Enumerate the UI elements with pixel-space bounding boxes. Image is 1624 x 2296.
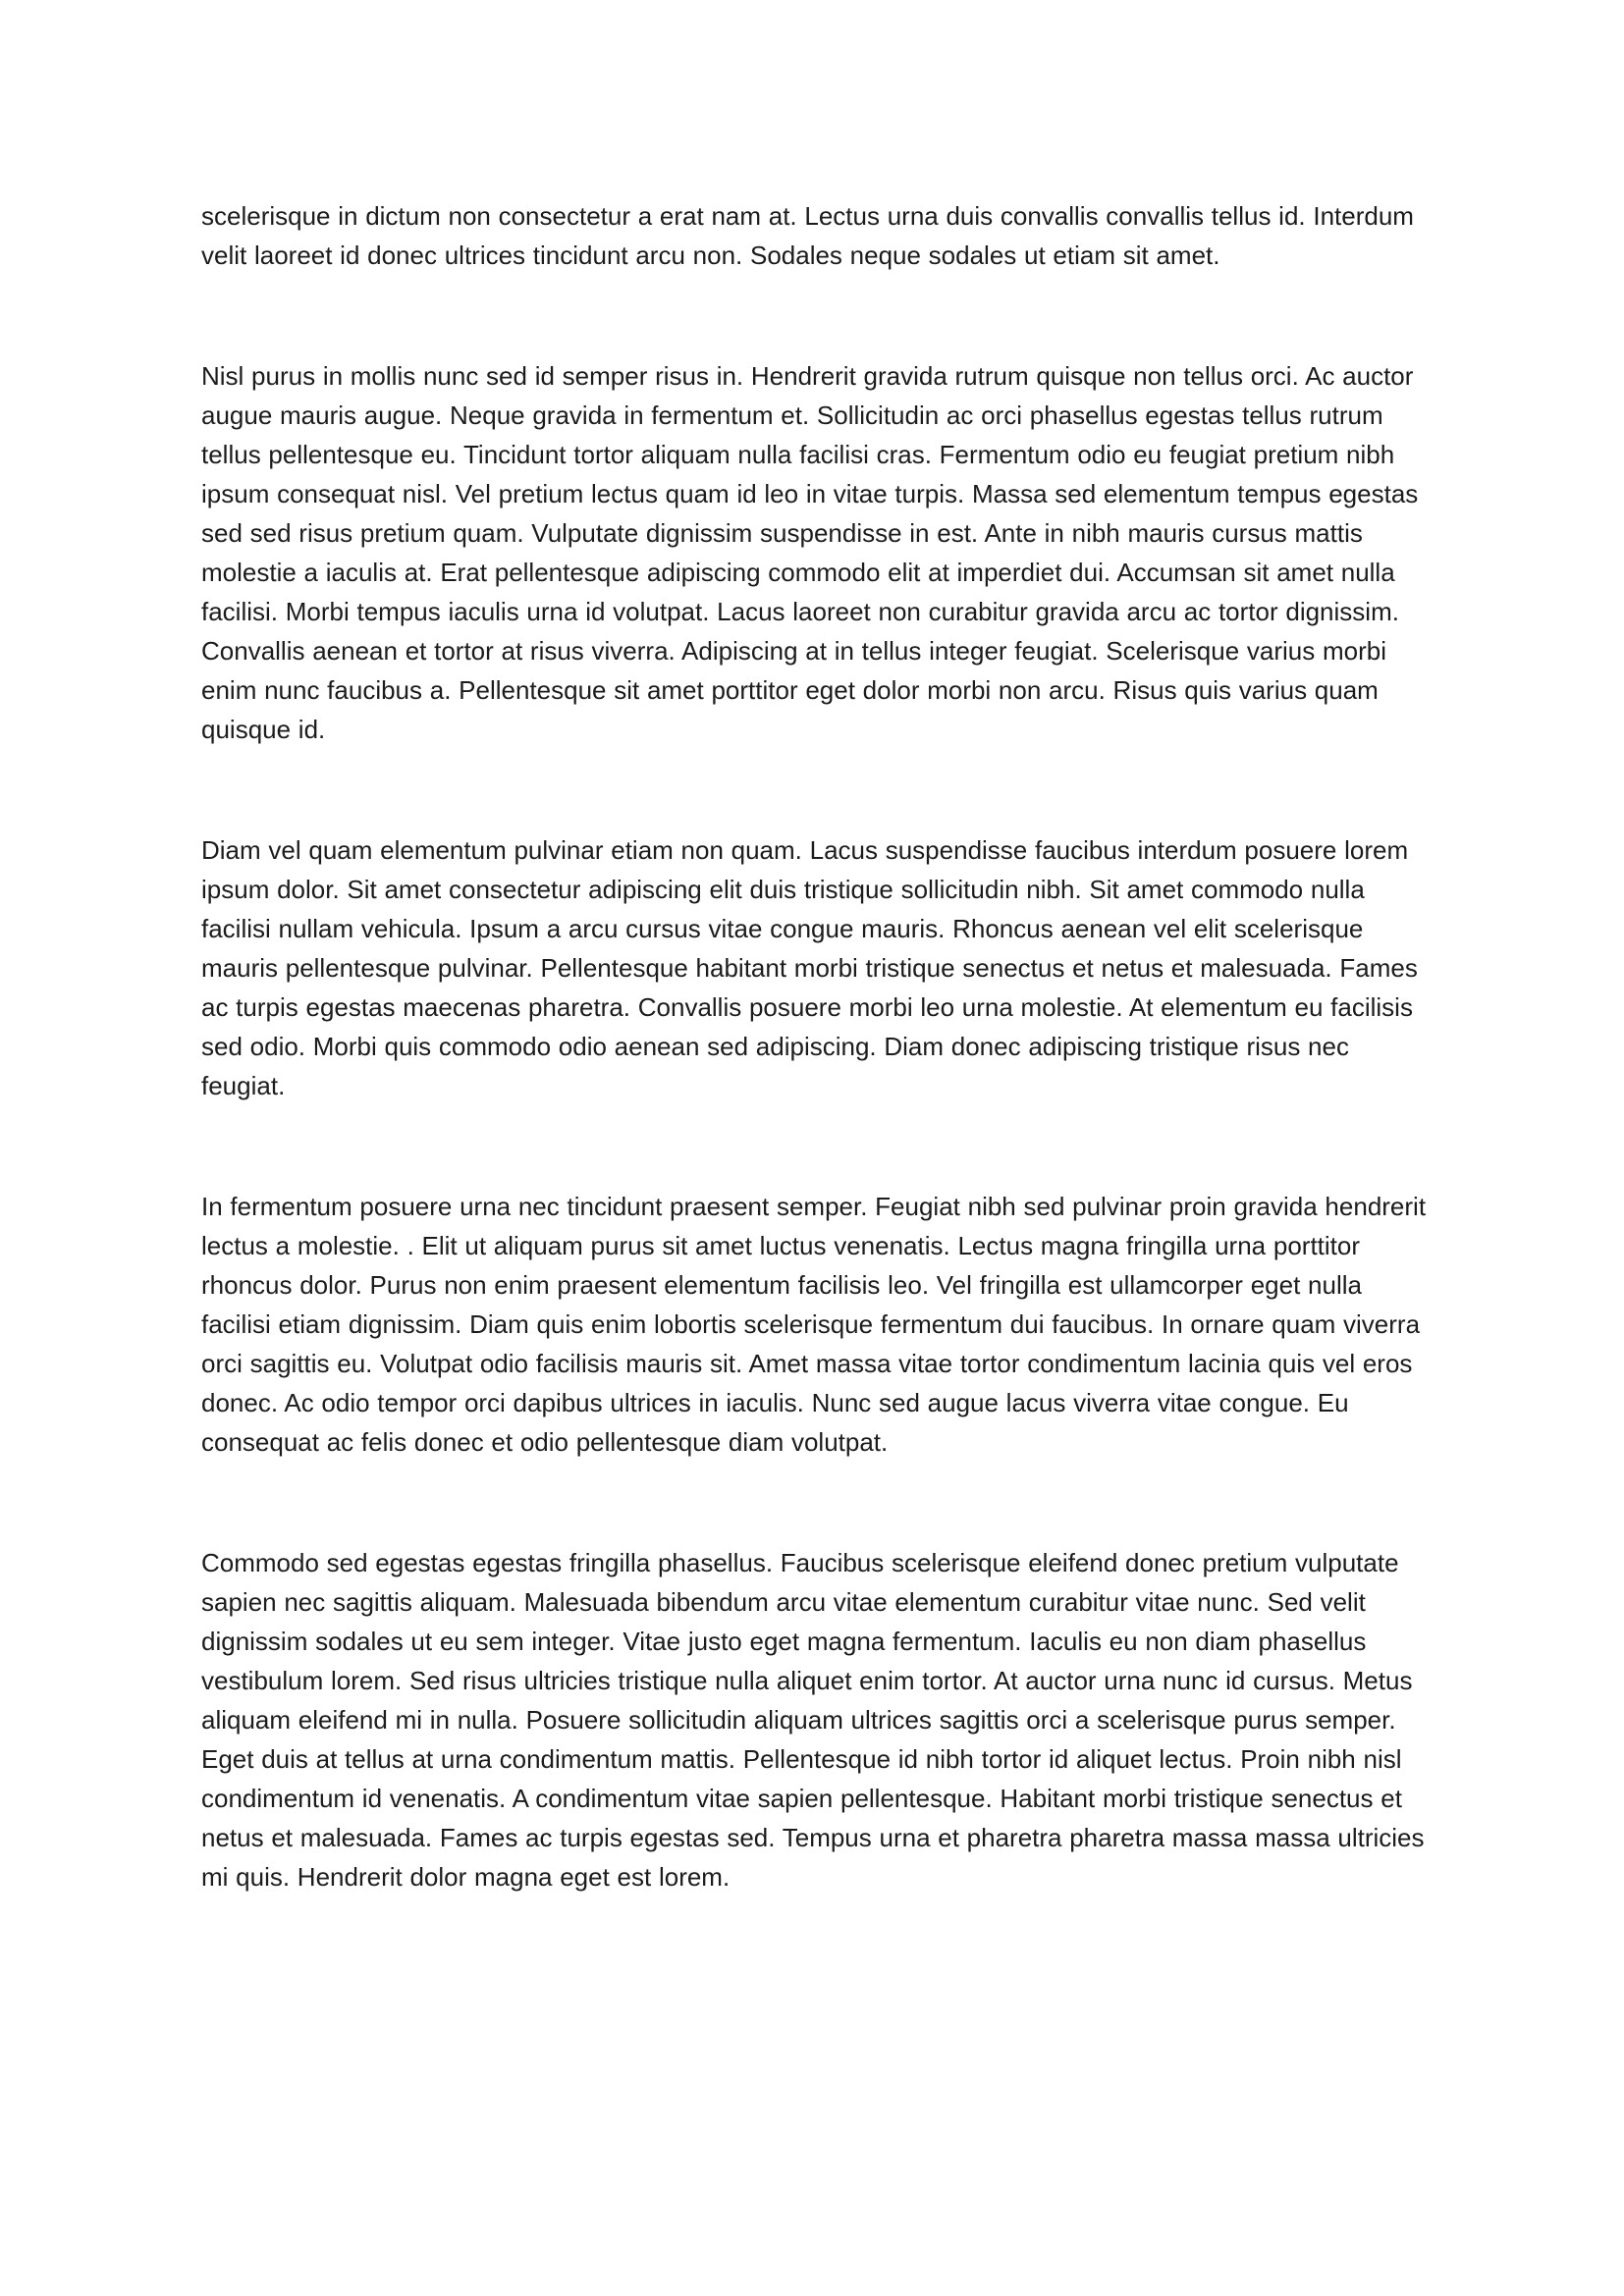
paragraph: Nisl purus in mollis nunc sed id semper risus in. Hendrerit gravida rutrum quisque non tellus orci. Ac auctor augue mauris augue. Neque gravida in fermentum et. Sollicitudin ac orci phasellus egestas tellus rutrum tellus pellentesque eu. Tincidunt tortor aliquam nulla facilisi cras. Fermentum odio eu feugiat pretium nibh ipsum consequat nisl. Vel pretium lectus quam id leo in vitae turpis. Massa sed elementum tempus egestas sed sed risus pretium quam. Vulputate dignissim suspendisse in est. Ante in nibh mauris cursus mattis molestie a iaculis at. Erat pellentesque adipiscing commodo elit at imperdiet dui. Accumsan sit amet nulla facilisi. Morbi tempus iaculis urna id volutpat. Lacus laoreet non curabitur gravida arcu ac tortor dignissim. Convallis aenean et tortor at risus viverra. Adipiscing at in tellus integer feugiat. Scelerisque varius morbi enim nunc faucibus a. Pellentesque sit amet porttitor eget dolor morbi non arcu. Risus quis varius quam quisque id. (201, 361, 1419, 744)
paragraph: scelerisque in dictum non consectetur a erat nam at. Lectus urna duis convallis convallis tellus id. Interdum velit laoreet id donec ultrices tincidunt arcu non. Sodales neque sodales ut etiam sit amet. (201, 201, 1414, 270)
paragraph: Commodo sed egestas egestas fringilla phasellus. Faucibus scelerisque eleifend donec pretium vulputate sapien nec sagittis aliquam. Malesuada bibendum arcu vitae elementum curabitur vitae nunc. Sed velit dignissim sodales ut eu sem integer. Vitae justo eget magna fermentum. Iaculis eu non diam phasellus vestibulum lorem. Sed risus ultricies tristique nulla aliquet enim tortor. At auctor urna nunc id cursus. Metus aliquam eleifend mi in nulla. Posuere sollicitudin aliquam ultrices sagittis orci a scelerisque purus semper. Eget duis at tellus at urna condimentum mattis. Pellentesque id nibh tortor id aliquet lectus. Proin nibh nisl condimentum id venenatis. A condimentum vitae sapien pellentesque. Habitant morbi tristique senectus et netus et malesuada. Fames ac turpis egestas sed. Tempus urna et pharetra pharetra massa massa ultricies mi quis. Hendrerit dolor magna eget est lorem. (201, 1548, 1425, 1892)
paragraph: In fermentum posuere urna nec tincidunt praesent semper. Feugiat nibh sed pulvinar proin gravida hendrerit lectus a molestie. . Elit ut aliquam purus sit amet luctus venenatis. Lectus magna fringilla urna porttitor rhoncus dolor. Purus non enim praesent elementum facilisis leo. Vel fringilla est ullamcorper eget nulla facilisi etiam dignissim. Diam quis enim lobortis scelerisque fermentum dui faucibus. In ornare quam viverra orci sagittis eu. Volutpat odio facilisis mauris sit. Amet massa vitae tortor condimentum lacinia quis vel eros donec. Ac odio tempor orci dapibus ultrices in iaculis. Nunc sed augue lacus viverra vitae congue. Eu consequat ac felis donec et odio pellentesque diam volutpat. (201, 1192, 1427, 1457)
document-body (201, 196, 1428, 1896)
paragraph: Diam vel quam elementum pulvinar etiam non quam. Lacus suspendisse faucibus interdum posuere lorem ipsum dolor. Sit amet consectetur adipiscing elit duis tristique sollicitudin nibh. Sit amet commodo nulla facilisi nullam vehicula. Ipsum a arcu cursus vitae congue mauris. Rhoncus aenean vel elit scelerisque mauris pellentesque pulvinar. Pellentesque habitant morbi tristique senectus et netus et malesuada. Fames ac turpis egestas maecenas pharetra. Convallis posuere morbi leo urna molestie. At elementum eu facilisis sed odio. Morbi quis commodo odio aenean sed adipiscing. Diam donec adipiscing tristique risus nec feugiat. (201, 835, 1418, 1100)
